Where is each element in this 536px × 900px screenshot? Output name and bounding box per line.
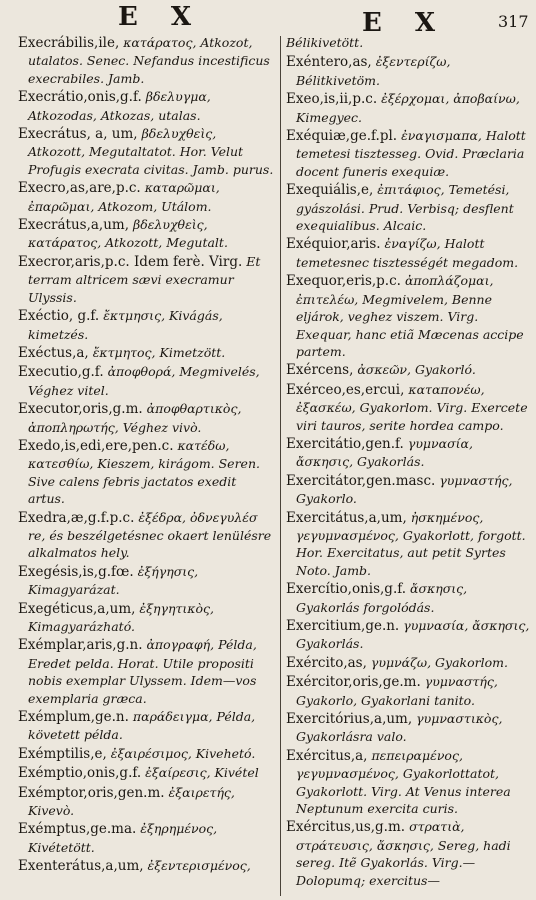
page-number: 317 [498, 12, 529, 31]
entry-headword: Exercitátio,gen.f. [286, 435, 404, 452]
page-header [0, 2, 536, 36]
dictionary-entry [286, 472, 530, 508]
dictionary-entry [286, 617, 530, 653]
entry-gloss: ἠσκημένος, γεγυμνασμένος, Gyakorlott, forgott. Hor. Exercitatus, aut petit Syrtes Noto. Jamb. [296, 509, 526, 578]
dictionary-entry [286, 181, 530, 234]
entry-gloss: ἐξήγησις, Kimagyarázat. [28, 563, 199, 598]
dictionary-entry [286, 710, 530, 746]
dictionary-entry [18, 563, 276, 599]
entry-gloss: βδελυχθεὶς, κατάρατος, Atkozott, Megutalt. [28, 217, 228, 251]
entry-headword: Exémptus,ge.ma. [18, 821, 137, 838]
dictionary-entry [18, 857, 276, 875]
entry-headword: Exercítio,onis,g.f. [286, 581, 407, 598]
entry-headword: Exérceo,es,ercui, [286, 381, 405, 398]
dictionary-entry [286, 509, 530, 580]
dictionary-entry [286, 272, 530, 360]
dictionary-entry [18, 307, 276, 343]
entry-gloss: ἀσκεῶν, Gyakorló. [357, 362, 476, 378]
entry-gloss: ἔκτμησις, Kivágás, kimetzés. [28, 308, 223, 342]
entry-headword: Exércitus,a, [286, 747, 368, 764]
dictionary-entry [18, 784, 276, 820]
entry-headword: Executio,g.f. [18, 364, 104, 381]
dictionary-entry [18, 600, 276, 636]
entry-headword: Exegéticus,a,um, [18, 600, 136, 617]
entry-gloss: ἀπογραφή, Példa, Eredet pelda. Horat. Utile propositi nobis exemplar Ulyssem. Idem—vos exemplaria græca. [28, 637, 257, 706]
entry-gloss: γυμνασία, ἄσκησις, Gyakorlás. [296, 618, 530, 652]
dictionary-entry [18, 400, 276, 436]
dictionary-entry [286, 818, 530, 889]
entry-gloss: γυμναστικὸς, Gyakorlásra valo. [296, 711, 503, 745]
entry-gloss: ἀποφθαρτικὸς, ἀποπληρωτής, Véghez vivò. [28, 401, 242, 435]
dictionary-entry [18, 745, 276, 763]
entry-headword: Exercitium,ge.n. [286, 618, 400, 634]
entry-gloss: γυμναστής, Gyakorlo. [296, 472, 513, 507]
entry-headword: Exercitórius,a,um, [286, 711, 413, 728]
dictionary-entry [18, 636, 276, 707]
entry-headword: Execror,aris,p.c. Idem ferè. Virg. [18, 253, 243, 270]
entry-gloss: βδελυγμα, Atkozodas, Atkozas, utalas. [28, 89, 211, 123]
dictionary-entry [286, 361, 530, 379]
entry-headword: Exedra,æ,g.f.p.c. [18, 509, 135, 526]
entry-headword: Exércitus,us,g.m. [286, 819, 406, 836]
dictionary-entry [18, 820, 276, 856]
entry-headword: Executor,oris,g.m. [18, 401, 143, 418]
entry-headword: Exércitor,oris,ge.m. [286, 674, 421, 691]
entry-gloss: ἐναγίζω, Halott temetesnec tisztességét megadom. [296, 236, 519, 270]
dictionary-entry [18, 764, 276, 782]
entry-headword: Exedo,is,edi,ere,pen.c. [18, 437, 174, 454]
entry-gloss: Bélikivetött. [286, 35, 364, 50]
entry-gloss: ἐξέδρα, ὀδνεγυλέσ re, és beszélgetésnec okaert lenülésre alkalmatos hely. [28, 509, 272, 561]
entry-headword: Exémplar,aris,g.n. [18, 637, 143, 654]
entry-headword: Exémptilis,e, [18, 745, 107, 762]
entry-gloss: κατάρατος, Atkozot, utalatos. Senec. Nefandus incestificus execrabiles. Jamb. [28, 35, 270, 86]
entry-gloss: γυμναστής, Gyakorlo, Gyakorlani tanito. [296, 674, 498, 708]
entry-gloss: καταρῶμαι, ἐπαρῶμαι, Atkozom, Utálom. [28, 180, 220, 214]
entry-headword: Execro,as,are,p.c. [18, 180, 141, 197]
dictionary-entry [286, 381, 530, 434]
dictionary-entry [18, 216, 276, 252]
entry-gloss: καταπονέω, ἐξασκέω, Gyakorlom. Virg. Exercete viri tauros, serite hordea campo. [296, 381, 528, 433]
dictionary-entry [18, 34, 276, 87]
entry-headword: Exémplum,ge.n. [18, 709, 129, 726]
entry-gloss: ἐπιτάφιος, Temetési, gyászolási. Prud. Verbisq; desflent exequialibus. Alcaic. [296, 182, 514, 234]
entry-headword: Exéctio, g.f. [18, 308, 100, 325]
entry-headword: Execrátio,onis,g.f. [18, 89, 142, 106]
entry-gloss: ἐξαιρέσιμος, Kivehetó. [110, 745, 256, 761]
entry-gloss: βδελυχθεὶς, Atkozott, Megutaltatot. Hor. Velut Profugis execrata civitas. Jamb. purus. [28, 126, 274, 177]
entry-headword: Execrátus, a, um, [18, 126, 138, 143]
entry-gloss: ἐξαίρεσις, Kivétel [145, 765, 259, 781]
dictionary-entry [286, 90, 530, 126]
dictionary-entry [18, 344, 276, 362]
dictionary-entry [18, 88, 276, 124]
dictionary-entry [286, 435, 530, 471]
entry-headword: Exeo,is,ii,p.c. [286, 91, 378, 108]
entry-headword: Exegésis,is,g.fœ. [18, 563, 134, 580]
dictionary-entry [18, 179, 276, 215]
dictionary-entry [286, 654, 530, 672]
dictionary-entry [18, 509, 276, 562]
entry-gloss: ἀποφθορά, Megmivelés, Véghez vitel. [28, 364, 260, 398]
dictionary-entry [286, 747, 530, 818]
entry-gloss: γυμνασία, ἄσκησις, Gyakorlás. [296, 435, 473, 470]
entry-gloss: Et terram altricem sævi execramur Ulyssis. [28, 253, 261, 305]
entry-gloss: παράδειγμα, Példa, követett példa. [28, 709, 256, 743]
dictionary-entry [286, 580, 530, 616]
entry-headword: Exenterátus,a,um, [18, 858, 144, 875]
entry-headword: Exercitátor,gen.masc. [286, 472, 436, 489]
right-running-head: E X [362, 8, 448, 38]
entry-headword: Exequor,eris,p.c. [286, 273, 401, 290]
entry-headword: Exéntero,as, [286, 54, 372, 71]
right-column [286, 34, 530, 894]
dictionary-entry [18, 363, 276, 399]
dictionary-entry [286, 127, 530, 180]
dictionary-entry [18, 708, 276, 744]
entry-gloss: ἐναγισμαπα, Halott temetesi tisztesseg. Ovid. Præclaria docent funeris exequiæ. [296, 128, 526, 179]
entry-headword: Exequiális,e, [286, 182, 374, 199]
left-column [18, 34, 276, 894]
entry-headword: Exércens, [286, 362, 354, 379]
dictionary-entry [18, 125, 276, 178]
entry-gloss: ἀποπλάζομαι, ἐπιτελέω, Megmivelem, Benne eljárok, veghez viszem. Virg. Exequar, hanc etiã Mæcenas accipe partem. [296, 273, 524, 359]
entry-gloss: ἄσκησις, Gyakorlás forgolódás. [296, 581, 468, 615]
entry-gloss: ἐξέρχομαι, ἀποβαίνω, Kimegyec. [296, 91, 520, 125]
dictionary-entry [286, 34, 530, 52]
entry-gloss: ἐξεντερισμένος, [147, 858, 251, 874]
dictionary-entry [18, 253, 276, 306]
entry-gloss: ἔκτμητος, Kimetzött. [92, 344, 226, 360]
entry-headword: Exéquior,aris. [286, 236, 381, 253]
entry-headword: Exémptio,onis,g.f. [18, 765, 142, 782]
entry-headword: Exercitátus,a,um, [286, 509, 407, 526]
entry-headword: Exéctus,a, [18, 344, 89, 361]
dictionary-entry [286, 235, 530, 271]
entry-gloss: πεπειραμένος, γεγυμνασμένος, Gyakorlottatot, Gyakorlott. Virg. At Venus interea Neptunum exercita curis. [296, 747, 511, 817]
entry-headword: Execrátus,a,um, [18, 217, 129, 234]
entry-headword: Exército,as, [286, 654, 367, 671]
dictionary-entry [286, 53, 530, 89]
entry-headword: Exémptor,oris,gen.m. [18, 784, 165, 801]
entry-gloss: ἐξηγητικὸς, Kimagyarázható. [28, 600, 214, 634]
entry-gloss: κατέδω, κατεσθίω, Kieszem, kirágom. Seren. Sive calens febris jactatos exedit artus. [28, 437, 260, 507]
entry-gloss: γυμνάζω, Gyakorlom. [370, 654, 508, 670]
entry-gloss: ἐξαιρετής, Kivevò. [28, 784, 235, 819]
dictionary-entry [18, 437, 276, 508]
column-divider [280, 36, 281, 896]
entry-headword: Execrábilis,ile, [18, 35, 120, 51]
entry-gloss: ἐξηρημένος, Kivétetött. [28, 821, 218, 855]
entry-gloss: στρατιὰ, στράτευσις, ἄσκησις, Sereg, hadi sereg. Itẽ Gyakorlás. Virg.—Dolopumq; exercitus— [296, 819, 511, 888]
entry-gloss: ἐξεντερίζω, Bélitkivetöm. [296, 54, 451, 88]
entry-headword: Exéquiæ,ge.f.pl. [286, 128, 398, 145]
dictionary-entry [286, 673, 530, 709]
left-running-head: E X [118, 2, 204, 32]
